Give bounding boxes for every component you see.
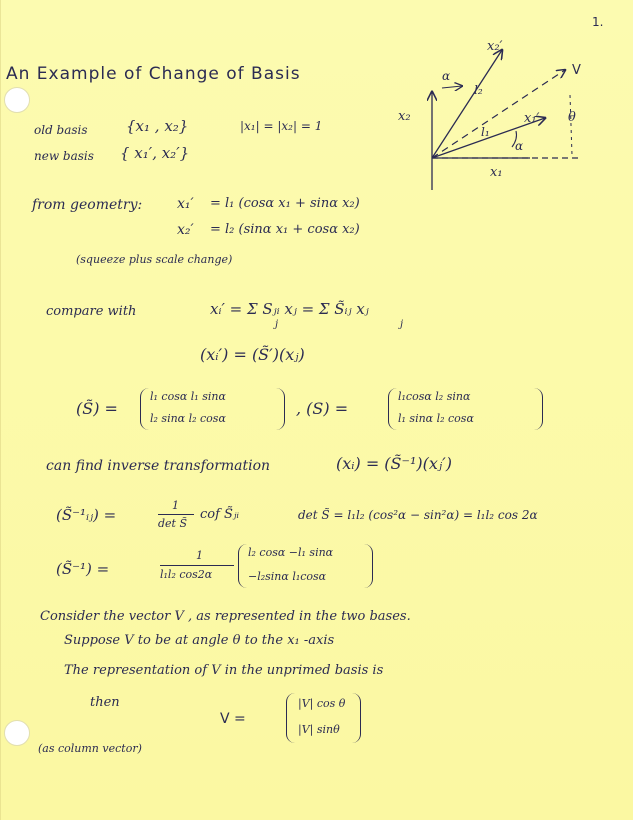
stilde-matrix-label: (S̃) = <box>76 399 118 418</box>
inverse-element-lhs: (S̃⁻¹ᵢⱼ) = <box>56 506 117 524</box>
figure-alpha-right-label: α <box>515 139 524 153</box>
inverse-equation: (xᵢ) = (S̃⁻¹)(xⱼ′) <box>336 454 452 473</box>
v-column-row-2: |V| sinθ <box>298 723 340 736</box>
theta-guide <box>570 95 572 155</box>
s-row-1: l₁cosα l₂ sinα <box>398 390 471 403</box>
v-column-row-1: |V| cos θ <box>298 697 346 710</box>
inverse-element-rhs: cof S̃ⱼᵢ <box>200 507 240 522</box>
alpha-arrow-top <box>442 86 462 88</box>
column-vector-note: (as column vector) <box>38 742 142 755</box>
old-basis-set: {x₁ , x₂} <box>126 117 189 135</box>
geometry-label: from geometry: <box>32 197 143 213</box>
new-basis-set: { x₁′, x₂′} <box>120 144 190 162</box>
geometry-eq2-rhs: = l₂ (sinα x₁ + cosα x₂) <box>210 222 360 237</box>
figure-x1-prime-label: x₁′ <box>524 111 540 126</box>
determinant-equation: det S̃ = l₁l₂ (cos²α − sin²α) = l₁l₂ cos 2α <box>298 508 538 522</box>
inverse-matrix-numerator: 1 <box>196 549 203 562</box>
vector-text-line-2: Suppose V to be at angle θ to the x₁ -axis <box>64 633 335 648</box>
compare-label: compare with <box>46 304 137 319</box>
v-column-lhs: V = <box>220 711 246 727</box>
stilde-row-2: l₂ sinα l₂ cosα <box>150 412 226 425</box>
inverse-element-denominator: det S̃ <box>158 517 188 530</box>
figure-v-label: V <box>572 63 581 78</box>
s-matrix-label: , (S) = <box>296 399 349 418</box>
figure-x2-label: x₂ <box>398 109 411 124</box>
inverse-matrix-row-2: −l₂sinα l₁cosα <box>248 570 327 583</box>
geometry-note: (squeeze plus scale change) <box>76 253 233 266</box>
s-right-bracket <box>534 388 543 430</box>
inverse-element-fraction-bar <box>158 514 194 515</box>
v-column-right-bracket <box>352 693 361 743</box>
inverse-matrix-denominator: l₁l₂ cos2α <box>160 568 213 581</box>
v-column-left-bracket <box>286 693 295 743</box>
compare-sum-index-2: j <box>400 319 404 330</box>
new-basis-label: new basis <box>34 149 94 163</box>
inverse-matrix-lhs: (S̃⁻¹) = <box>56 560 110 578</box>
geometry-eq1-rhs: = l₁ (cosα x₁ + sinα x₂) <box>210 196 360 211</box>
old-basis-label: old basis <box>34 123 88 137</box>
compare-equation: xᵢ′ = Σ Sⱼᵢ xⱼ = Σ S̃ᵢⱼ xⱼ <box>210 300 369 318</box>
x2-prime-vector <box>432 50 502 158</box>
stilde-left-bracket <box>140 388 149 430</box>
inverse-matrix-right-bracket <box>364 544 373 588</box>
v-vector <box>432 70 565 158</box>
compare-sum-index-1: j <box>275 319 279 330</box>
geometry-eq2-lhs: x₂′ <box>177 222 194 238</box>
figure-x2-prime-label: x₂′ <box>487 39 503 54</box>
page-number: 1. <box>592 15 604 29</box>
geometry-eq1-lhs: x₁′ <box>177 196 194 212</box>
inverse-matrix-row-1: l₂ cosα −l₁ sinα <box>248 546 334 559</box>
figure-alpha-top-label: α <box>442 69 451 83</box>
stilde-right-bracket <box>276 388 285 430</box>
figure-x1-label: x₁ <box>490 165 503 180</box>
inverse-label: can find inverse transformation <box>46 458 271 474</box>
basis-norm: |x₁| = |x₂| = 1 <box>240 119 323 133</box>
stilde-row-1: l₁ cosα l₁ sinα <box>150 390 226 403</box>
figure-l1-label: l₁ <box>481 125 490 139</box>
inverse-matrix-fraction-bar <box>160 565 234 566</box>
figure-l2-label: l₂ <box>474 83 483 97</box>
vector-transform-equation: (xᵢ′) = (S̃′)(xⱼ) <box>200 345 305 364</box>
vector-text-line-4: then <box>90 695 120 710</box>
vector-text-line-1: Consider the vector V , as represented in the two bases. <box>40 609 411 624</box>
inverse-matrix-left-bracket <box>238 544 247 588</box>
vector-text-line-3: The representation of V in the unprimed basis is <box>64 663 384 678</box>
s-left-bracket <box>388 388 397 430</box>
page-title: An Example of Change of Basis <box>6 64 301 84</box>
s-row-2: l₁ sinα l₂ cosα <box>398 412 474 425</box>
figure-theta-label: θ <box>568 110 576 125</box>
inverse-element-numerator: 1 <box>172 499 179 512</box>
